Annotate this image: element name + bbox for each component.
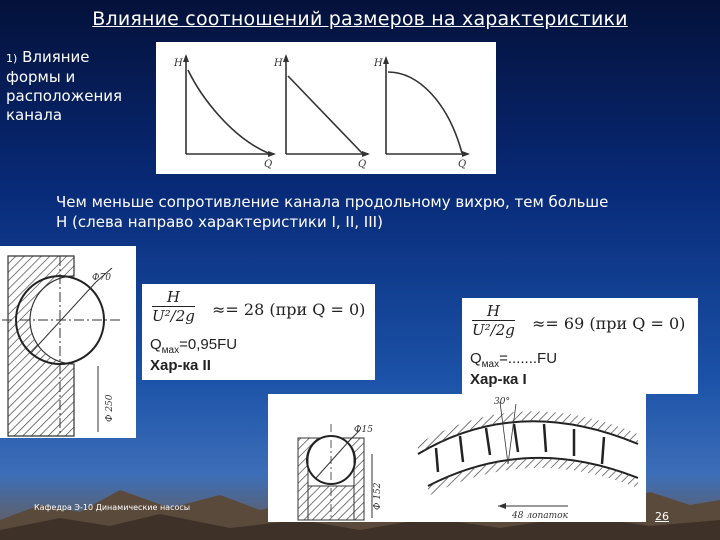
- qmax-symbol: Q: [470, 350, 482, 367]
- charts-figure: [156, 42, 496, 174]
- fraction-denominator: U²/2g: [152, 307, 195, 325]
- fraction-numerator: H: [152, 288, 195, 307]
- characteristic-label: Хар-ка I: [470, 371, 527, 388]
- qmax-value: =0,95FU: [179, 336, 238, 353]
- head-coefficient-relation: ≈= 28 (при Q = 0): [212, 300, 366, 319]
- fraction-numerator: H: [472, 302, 515, 321]
- drawing-bottom-dim-side: Ф 152: [373, 482, 383, 510]
- qmax-symbol: Q: [150, 336, 162, 353]
- head-coefficient-fraction: [152, 288, 195, 325]
- channel-drawing-bottom: [268, 394, 646, 522]
- qmax-subscript: мах: [161, 345, 180, 356]
- formula-box-characteristic-2: [142, 284, 375, 380]
- fraction-denominator: U²/2g: [472, 321, 515, 339]
- characteristic-charts: [156, 42, 496, 174]
- chart3-y-label: H: [374, 58, 383, 69]
- chart2-x-label: Q: [358, 159, 367, 170]
- qmax-subscript: мах: [481, 359, 500, 370]
- qmax-value: =.......FU: [499, 350, 558, 367]
- page-number: 26: [655, 510, 669, 523]
- drawing-bottom-dim-top: Ф15: [354, 425, 373, 435]
- chart1-x-label: Q: [264, 159, 273, 170]
- qmax-expression: [470, 350, 557, 370]
- chart2-y-label: H: [274, 58, 283, 69]
- chart3-curve: [388, 72, 462, 153]
- blade-angle-label: 30°: [494, 397, 510, 407]
- blade-count-label: 48 лопаток: [512, 511, 568, 521]
- chart3-x-label: Q: [458, 159, 467, 170]
- qmax-expression: [150, 336, 237, 356]
- chart2-curve: [288, 76, 362, 153]
- drawing-left-dim-side: Ф 250: [105, 394, 115, 422]
- chart1-y-label: H: [174, 58, 183, 69]
- channel-drawing-left: [0, 246, 136, 438]
- description-text: Чем меньше сопротивление канала продольному вихрю, тем больше Н (слева направо характеристики I, II, III): [56, 193, 609, 231]
- section-text: Влияние формы и расположения канала: [6, 48, 123, 124]
- formula-box-characteristic-1: [462, 298, 698, 394]
- drawing-left-dim-top: Ф70: [92, 273, 111, 283]
- head-coefficient-fraction: [472, 302, 515, 339]
- section-heading: [6, 48, 146, 125]
- chart1-curve: [188, 70, 268, 153]
- characteristic-label: Хар-ка II: [150, 357, 211, 374]
- footer-department: Кафедра Э-10 Динамические насосы: [34, 503, 191, 512]
- section-number: 1): [6, 52, 18, 65]
- head-coefficient-relation: ≈= 69 (при Q = 0): [532, 314, 686, 333]
- slide-title: Влияние соотношений размеров на характеристики: [92, 8, 628, 30]
